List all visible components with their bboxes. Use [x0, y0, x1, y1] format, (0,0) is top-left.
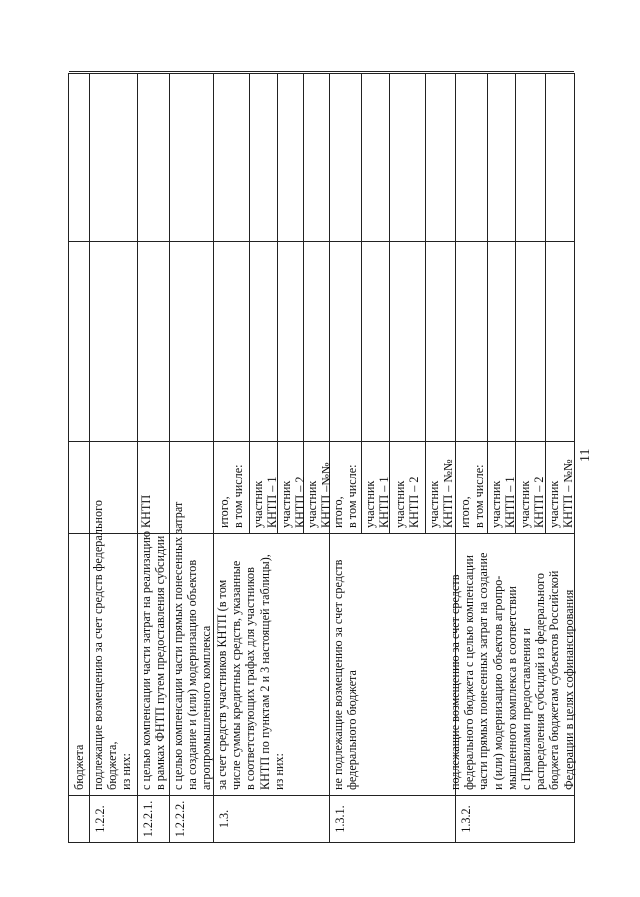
sub-row-divider — [277, 74, 278, 534]
participant-total: итого, в том числе: — [458, 464, 487, 528]
sub-row-divider — [425, 74, 426, 534]
participant-2: участник КНТП – 2 — [518, 476, 547, 528]
participant-2: участник КНТП – 2 — [393, 476, 422, 528]
row-number: 1.3. — [217, 809, 231, 829]
row-number: 1.2.2.1. — [141, 800, 155, 838]
col-divider-value-1 — [69, 241, 574, 242]
participant-n: участник КНТП –№№ — [305, 462, 334, 528]
sub-row-divider — [389, 74, 390, 534]
sub-row-divider — [545, 74, 546, 534]
col-divider-value-2 — [69, 71, 574, 72]
row-text: с целью компенсации части прямых понесенных затрат на создание и (или) модернизацию объектов агропромышленного комплекса — [171, 501, 214, 790]
participant-1: участник КНТП – 1 — [489, 476, 518, 528]
sub-row-divider — [303, 74, 304, 534]
row-divider — [329, 74, 330, 842]
participant-n: участник КНТП – №№ — [547, 459, 576, 528]
col-divider-participant — [69, 441, 574, 442]
row-text: подлежащие возмещению за счет средств федерального бюджета, из них: — [91, 500, 134, 790]
row-number: 1.2.2.2. — [173, 800, 187, 838]
row-divider — [137, 74, 138, 842]
sub-row-divider — [515, 74, 516, 534]
participant-n: участник КНТП – №№ — [427, 459, 456, 528]
budget-table — [68, 73, 575, 843]
row-text: подлежащие возмещению за счет средств федерального бюджета с целью компенсации части прямых понесенных затрат на создание и (или) модернизацию объектов агропро- мышленного комплекса в соответствии с Правилами предоставления и распределения субсидий из федерального бюджета бюджетам субъектов Российской Федерации в целях софинансирования — [448, 552, 576, 790]
row-number: 1.3.1. — [333, 805, 347, 833]
row-text: за счет средств участников КНТП (в том числе суммы кредитных средств, указанные в соответствующих графах для участников КНТП по пунктам 2 и 3 настоящей таблицы), из них: — [215, 554, 286, 790]
sub-row-divider — [249, 74, 250, 534]
row-number: 1.3.2. — [459, 805, 473, 833]
row-text: с целью компенсации части затрат на реализацию КНТП в рамках ФНТП путем предоставления субсидии — [139, 494, 168, 790]
participant-1: участник КНТП – 1 — [251, 476, 280, 528]
sub-row-divider — [487, 74, 488, 534]
participant-2: участник КНТП – 2 — [279, 476, 308, 528]
participant-total: итого, в том числе: — [331, 464, 360, 528]
row-number: 1.2.2. — [93, 805, 107, 833]
row-divider — [169, 74, 170, 842]
participant-1: участник КНТП – 1 — [363, 476, 392, 528]
row-text: бюджета — [72, 744, 86, 790]
participant-total: итого, в том числе: — [217, 464, 246, 528]
page-number: 11 — [578, 448, 593, 462]
row-divider — [89, 74, 90, 842]
row-text: не подлежащие возмещению за счет средств федерального бюджета — [331, 559, 360, 790]
sub-row-divider — [361, 74, 362, 534]
